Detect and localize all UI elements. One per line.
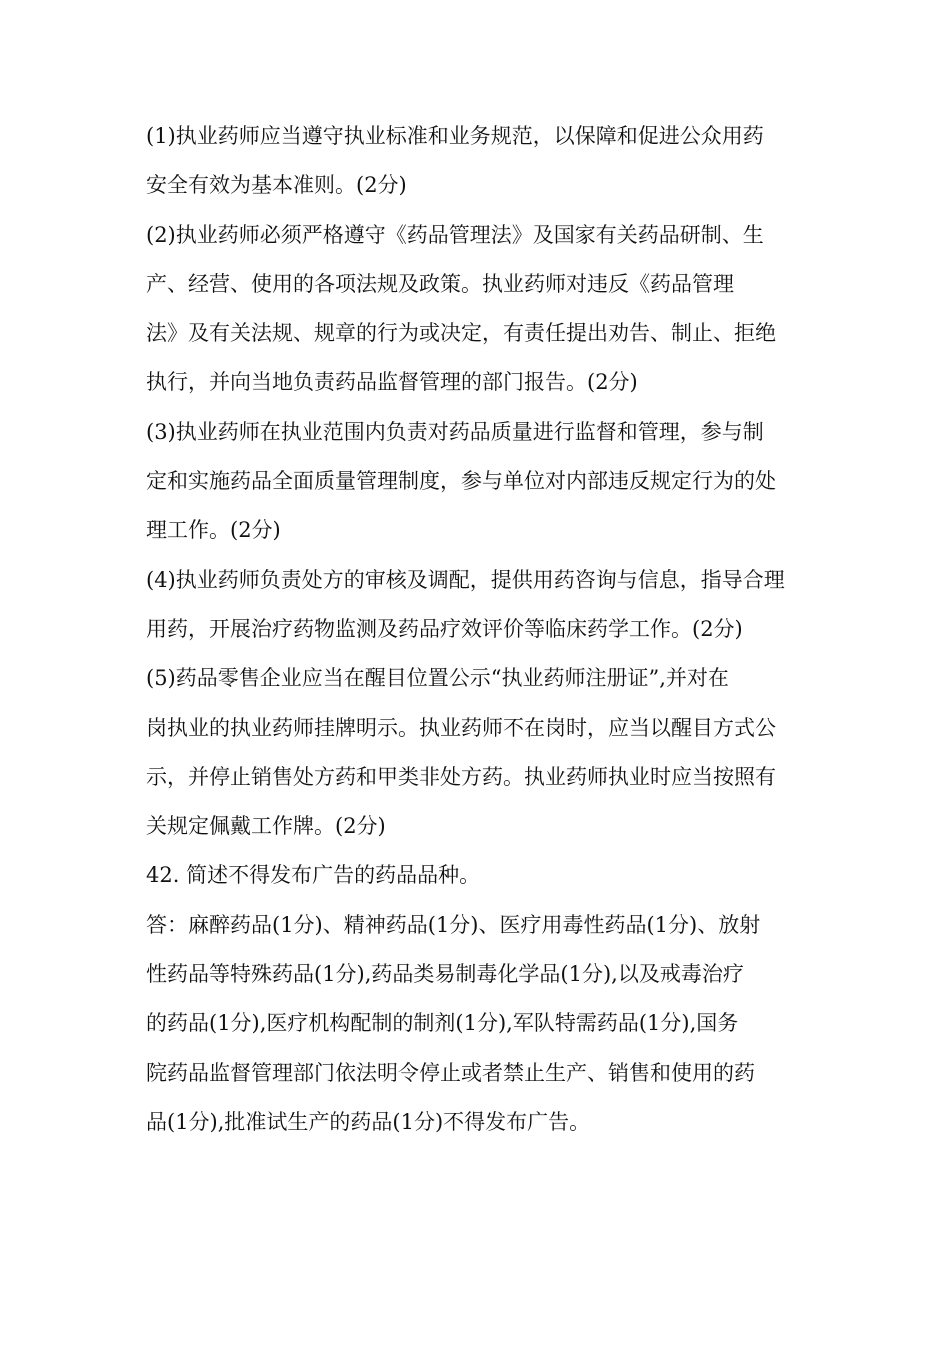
text-line: 品(1分),批准试生产的药品(1分)不得发布广告。	[146, 1109, 591, 1134]
text-line: 执行，并向当地负责药品监督管理的部门报告。(2分)	[146, 370, 638, 395]
text-line: (5)药品零售企业应当在醒目位置公示“执业药师注册证”,并对在	[146, 666, 729, 691]
text-line: (1)执业药师应当遵守执业标准和业务规范，以保障和促进公众用药	[146, 124, 764, 148]
text-line: (3)执业药师在执业范围内负责对药品质量进行监督和管理，参与制	[146, 419, 764, 444]
text-line: 的药品(1分),医疗机构配制的制剂(1分),军队特需药品(1分),国务	[146, 1011, 739, 1036]
text-line: (4)执业药师负责处方的审核及调配，提供用药咨询与信息，指导合理	[146, 567, 785, 592]
text-line: 院药品监督管理部门依法明令停止或者禁止生产、销售和使用的药	[146, 1060, 755, 1085]
text-line: 用药，开展治疗药物监测及药品疗效评价等临床药学工作。(2分)	[146, 616, 743, 641]
text-line: 答：麻醉药品(1分)、精神药品(1分)、医疗用毒性药品(1分)、放射	[146, 912, 761, 937]
document-body	[146, 112, 806, 1147]
text-line: 关规定佩戴工作牌。(2分)	[146, 814, 386, 839]
text-line: (2)执业药师必须严格遵守《药品管理法》及国家有关药品研制、生	[146, 222, 764, 247]
question-heading: 42. 简述不得发布广告的药品品种。	[146, 863, 481, 888]
text-line: 定和实施药品全面质量管理制度，参与单位对内部违反规定行为的处	[146, 469, 776, 494]
text-line: 岗执业的执业药师挂牌明示。执业药师不在岗时，应当以醒目方式公	[146, 715, 776, 740]
text-line: 法》及有关法规、规章的行为或决定，有责任提出劝告、制止、拒绝	[146, 321, 776, 346]
text-line: 理工作。(2分)	[146, 518, 281, 543]
text-line: 性药品等特殊药品(1分),药品类易制毒化学品(1分),以及戒毒治疗	[146, 962, 744, 987]
text-line: 安全有效为基本准则。(2分)	[146, 173, 407, 198]
text-line: 示，并停止销售处方药和甲类非处方药。执业药师执业时应当按照有	[146, 764, 776, 789]
text-line: 产、经营、使用的各项法规及政策。执业药师对违反《药品管理	[146, 271, 734, 296]
